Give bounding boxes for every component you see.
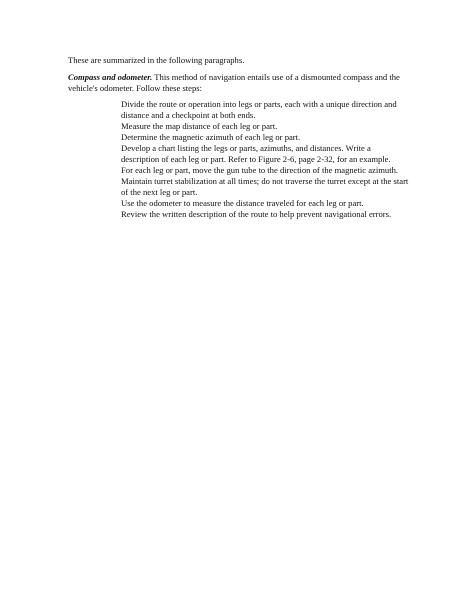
paragraph-lead-heading: Compass and odometer. xyxy=(68,72,153,82)
step-item: For each leg or part, move the gun tube to the direction of the magnetic azimuth. Maintain turret stabilization at all times; do not traverse the turret except at the start of the next leg or part. xyxy=(121,165,409,197)
step-item: Use the odometer to measure the distance traveled for each leg or part. xyxy=(121,198,364,208)
paragraph-body-text: This method of navigation entails use of a dismounted compass and the vehicle's odometer. Follow these steps: xyxy=(68,72,400,93)
intro-sentence: These are summarized in the following paragraphs. xyxy=(68,55,245,65)
compass-odometer-paragraph xyxy=(68,72,403,94)
step-item: Develop a chart listing the legs or parts, azimuths, and distances. Write a description of each leg or part. Refer to Figure 2-6, page 2-32, for an example. xyxy=(121,143,391,164)
step-item: Measure the map distance of each leg or part. xyxy=(121,121,278,131)
step-item: Determine the magnetic azimuth of each leg or part. xyxy=(121,132,301,142)
steps-list xyxy=(121,99,411,220)
step-item: Review the written description of the route to help prevent navigational errors. xyxy=(121,209,392,219)
step-item: Divide the route or operation into legs or parts, each with a unique direction and distance and a checkpoint at both ends. xyxy=(121,99,397,120)
